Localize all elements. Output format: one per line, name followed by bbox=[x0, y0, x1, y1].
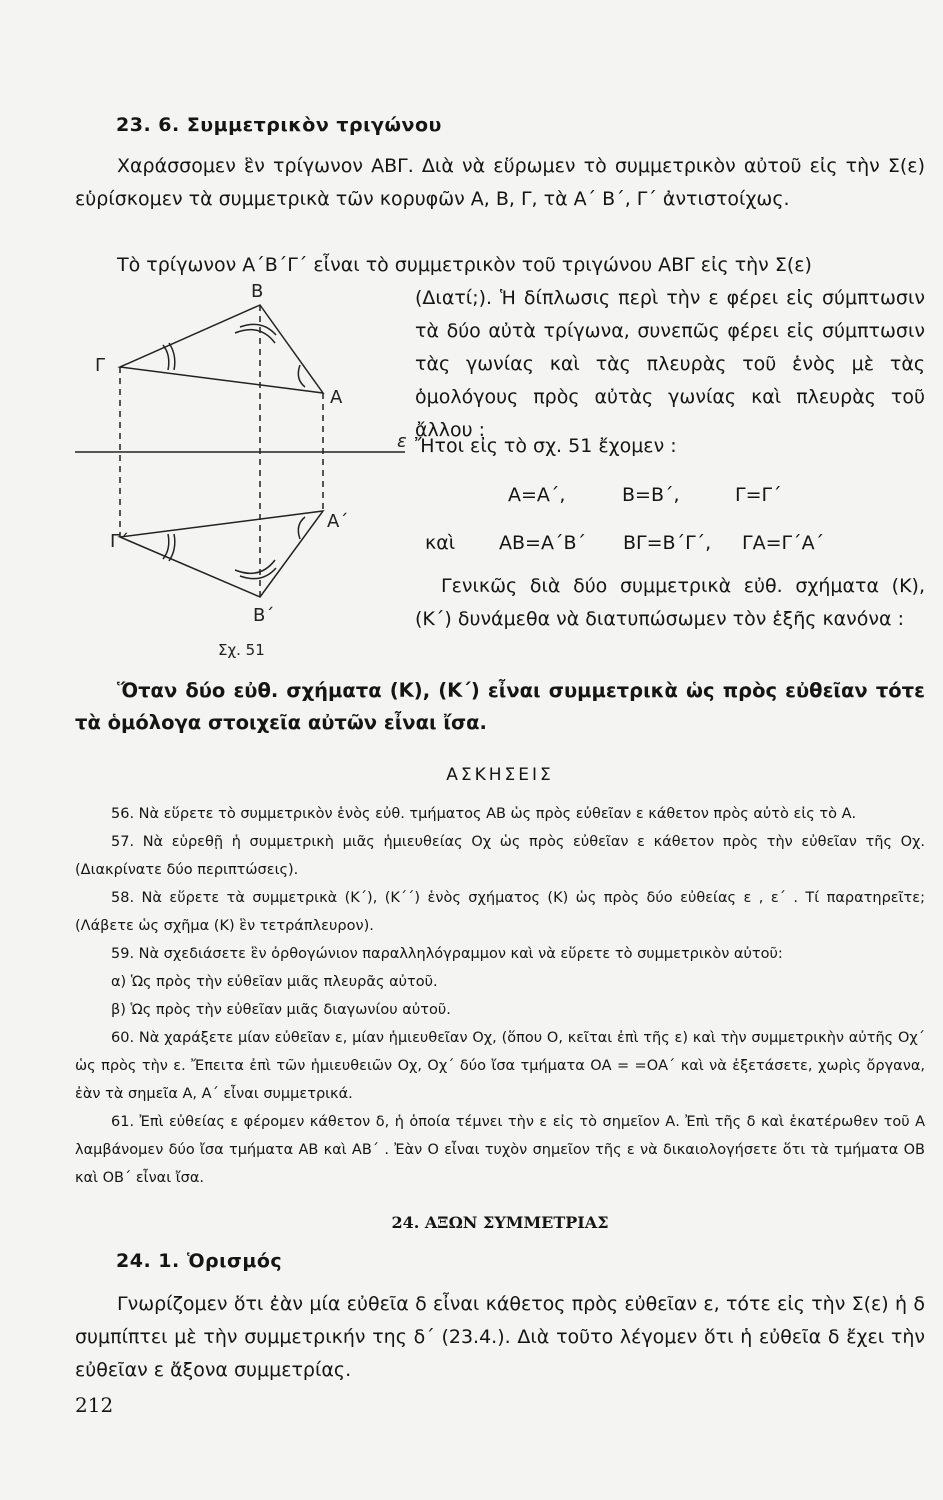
exercise-item: 56. Νὰ εὕρετε τὸ συμμετρικὸν ἑνὸς εὐθ. τμήματος ΑΒ ὡς πρὸς εὐθεῖαν ε κάθετον πρὸς αὐτὸ εἰς τὸ Α. bbox=[111, 806, 857, 822]
triangle-abg bbox=[120, 305, 323, 393]
equation: ΑΒ=Α΄Β΄ bbox=[499, 532, 586, 554]
equation: Γ=Γ΄ bbox=[735, 484, 782, 506]
equation: Α=Α΄, bbox=[508, 484, 566, 506]
exercises-list bbox=[75, 800, 925, 1192]
figure-caption: Σχ. 51 bbox=[218, 641, 265, 659]
paragraph: (Διατί;). Ἡ δίπλωσις περὶ τὴν ε φέρει εἰς σύμπτωσιν τὰ δύο αὐτὰ τρίγωνα, συνεπῶς φέρει εἰς σύμπτωσιν τὰς γωνίας καὶ τὰς πλευρὰς τοῦ ἑνὸς μὲ τὰς ὁμολόγους πρὸς αὐτὰς γωνίας καὶ πλευρὰς τοῦ ἄλλου : bbox=[415, 287, 925, 441]
label-b-prime: Β΄ bbox=[253, 605, 275, 626]
exercise-item: 57. Νὰ εὑρεθῇ ἡ συμμετρικὴ μιᾶς ἡμιευθείας Οχ ὡς πρὸς εὐθεῖαν ε κάθετον πρὸς τὴν εὐθεῖαν τῆς Οχ. (Διακρίνατε δύο περιπτώσεις). bbox=[75, 834, 925, 878]
equation: ΒΓ=Β΄Γ΄, bbox=[623, 532, 712, 554]
exercise-subitem: β) Ὡς πρὸς τὴν εὐθεῖαν μιᾶς διαγωνίου αὐτοῦ. bbox=[111, 1002, 451, 1018]
paragraph: Χαράσσομεν ἓν τρίγωνον ΑΒΓ. Διὰ νὰ εὕρωμεν τὸ συμμετρικὸν αὐτοῦ εἰς τὴν Σ(ε) εὑρίσκομεν τὰ συμμετρικὰ τῶν κορυφῶν Α, Β, Γ, τὰ Α΄ Β΄, Γ΄ ἀντιστοίχως. bbox=[75, 155, 925, 210]
exercise-item: 61. Ἐπὶ εὐθείας ε φέρομεν κάθετον δ, ἡ ὁποία τέμνει τὴν ε εἰς τὸ σημεῖον Α. Ἐπὶ τῆς δ καὶ ἑκατέρωθεν τοῦ Α λαμβάνομεν δύο ἴσα τμήματα ΑΒ καὶ ΑΒ΄ . Ἐὰν Ο εἶναι τυχὸν σημεῖον τῆς ε νὰ δικαιολογήσετε ὅτι τὰ τμήματα ΟΒ καὶ ΟΒ΄ εἶναι ἴσα. bbox=[75, 1114, 925, 1186]
label-g: Γ bbox=[95, 355, 106, 376]
equation-label: καὶ bbox=[425, 532, 456, 554]
section-title: 24. ΑΞΩΝ ΣΥΜΜΕΤΡΙΑΣ bbox=[391, 1213, 609, 1232]
section-heading: 23. 6. Συμμετρικὸν τριγώνου bbox=[116, 114, 442, 136]
paragraph: Γνωρίζομεν ὅτι ἐὰν μία εὐθεῖα δ εἶναι κάθετος πρὸς εὐθεῖαν ε, τότε εἰς τὴν Σ(ε) ἡ δ συμπίπτει μὲ τὴν συμμετρικήν της δ΄ (23.4.). Διὰ τοῦτο λέγομεν ὅτι ἡ εὐθεῖα δ ἔχει τὴν εὐθεῖαν ε ἄξονα συμμετρίας. bbox=[75, 1293, 925, 1381]
label-g-prime: Γ΄ bbox=[110, 531, 130, 552]
label-b: Β bbox=[251, 281, 264, 302]
exercise-subitem: α) Ὡς πρὸς τὴν εὐθεῖαν μιᾶς πλευρᾶς αὐτοῦ. bbox=[111, 974, 438, 990]
label-a-prime: Α΄ bbox=[327, 511, 349, 532]
triangle-abg-prime bbox=[120, 511, 323, 597]
paragraph: Γενικῶς διὰ δύο συμμετρικὰ εὐθ. σχήματα (Κ), (Κ΄) δυνάμεθα νὰ διατυπώσωμεν τὸν ἑξῆς κανόνα : bbox=[415, 575, 925, 630]
label-e: ε bbox=[397, 431, 407, 452]
page-number: 212 bbox=[75, 1393, 114, 1417]
paragraph: Ἤτοι εἰς τὸ σχ. 51 ἔχομεν : bbox=[415, 435, 677, 457]
figure-51 bbox=[75, 275, 415, 665]
exercise-item: 59. Νὰ σχεδιάσετε ἓν ὀρθογώνιον παραλληλόγραμμον καὶ νὰ εὕρετε τὸ συμμετρικὸν αὐτοῦ: bbox=[111, 946, 783, 962]
section-heading: 24. 1. Ὁρισμός bbox=[116, 1250, 283, 1272]
exercise-item: 58. Νὰ εὕρετε τὰ συμμετρικὰ (Κ΄), (Κ΄΄) ἑνὸς σχήματος (Κ) ὡς πρὸς δύο εὐθείας ε , ε΄ . Τί παρατηρεῖτε; (Λάβετε ὡς σχῆμα (Κ) ἓν τετράπλευρον). bbox=[75, 890, 925, 934]
exercise-item: 60. Νὰ χαράξετε μίαν εὐθεῖαν ε, μίαν ἡμιευθεῖαν Οχ, (ὅπου Ο, κεῖται ἐπὶ τῆς ε) καὶ τὴν συμμετρικὴν αὐτῆς Οχ΄ ὡς πρὸς τὴν ε. Ἔπειτα ἐπὶ τῶν ἡμιευθειῶν Οχ, Οχ΄ δύο ἴσα τμήματα ΟΑ = =ΟΑ΄ καὶ νὰ ἐξετάσετε, χωρὶς ὄργανα, ἐὰν τὰ σημεῖα Α, Α΄ εἶναι συμμετρικά. bbox=[75, 1030, 925, 1102]
equation: Β=Β΄, bbox=[622, 484, 680, 506]
paragraph: Τὸ τρίγωνον Α΄Β΄Γ΄ εἶναι τὸ συμμετρικὸν τοῦ τριγώνου ΑΒΓ εἰς τὴν Σ(ε) bbox=[117, 254, 812, 276]
equation: ΓΑ=Γ΄Α΄ bbox=[742, 532, 825, 554]
rule-statement: Ὅταν δύο εὐθ. σχήματα (Κ), (Κ΄) εἶναι συμμετρικὰ ὡς πρὸς εὐθεῖαν τότε τὰ ὁμόλογα στοιχεῖα αὐτῶν εἶναι ἴσα. bbox=[75, 679, 925, 734]
exercises-title: ΑΣΚΗΣΕΙΣ bbox=[446, 765, 554, 785]
label-a: Α bbox=[330, 387, 343, 408]
